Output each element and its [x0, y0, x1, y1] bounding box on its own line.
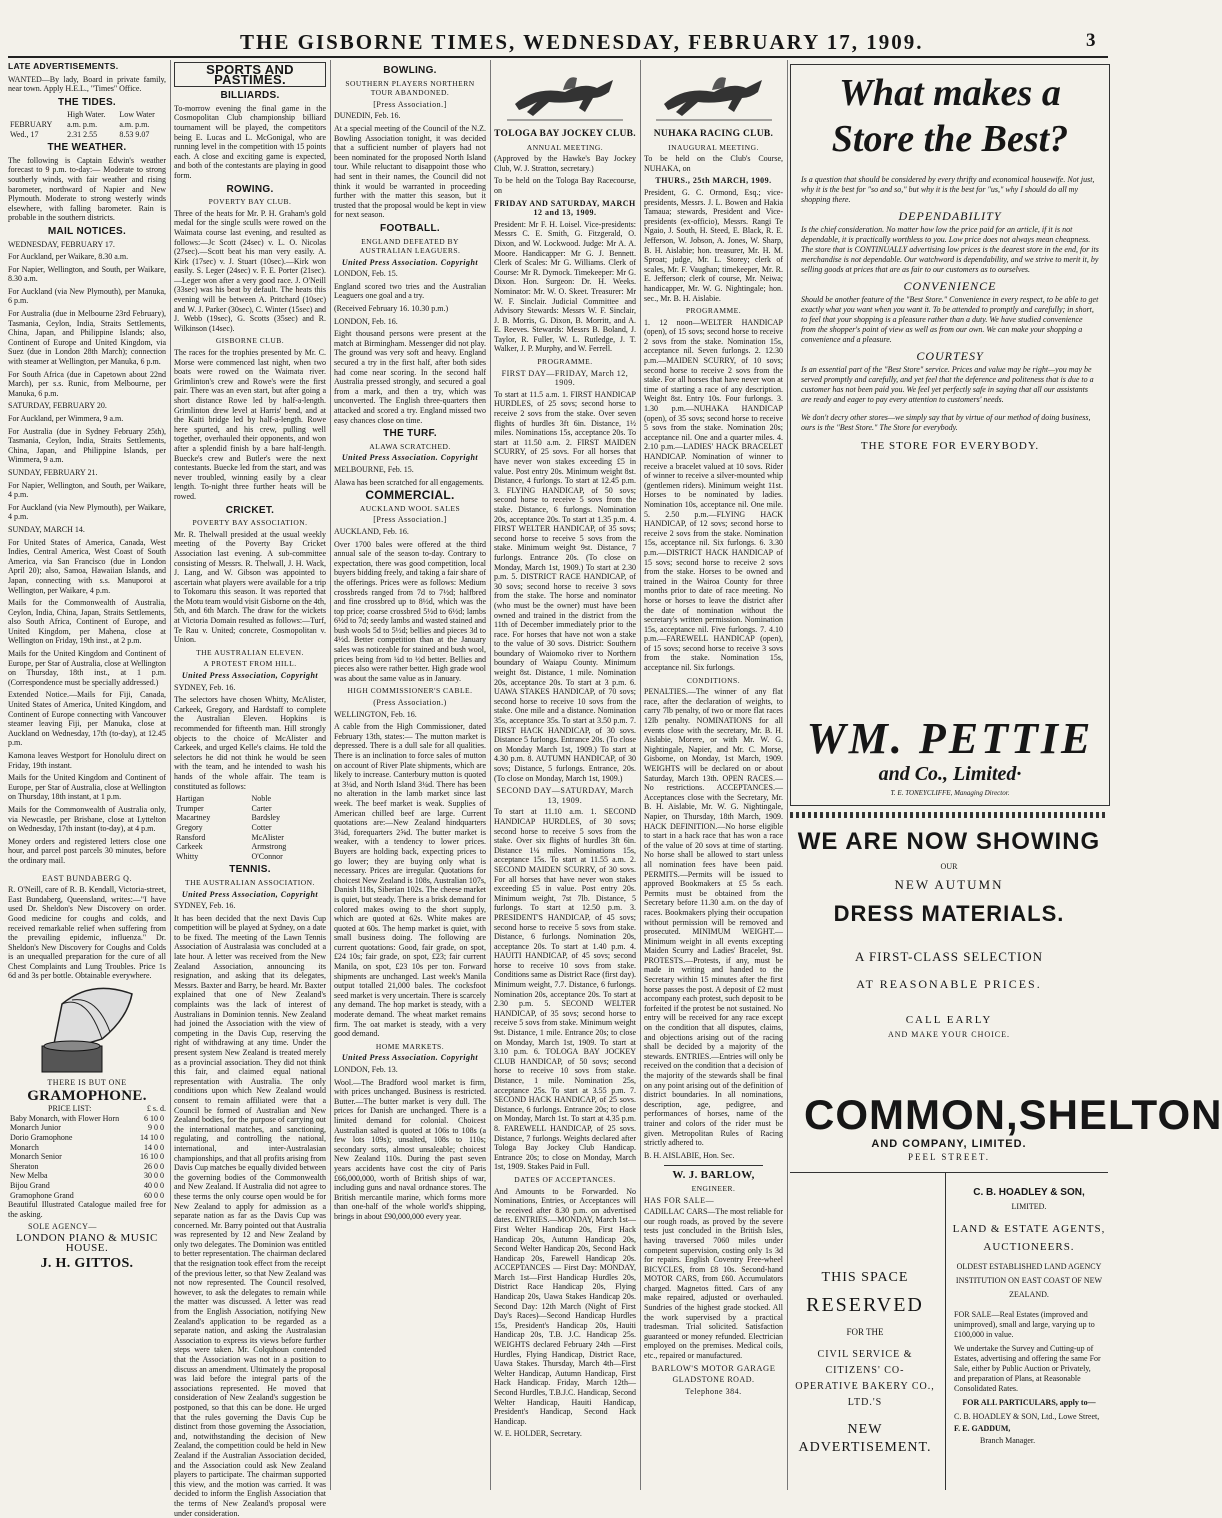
pettie-decry: We don't decry other stores—we simply say that by virtue of our method of doing business, ours is the "Best Store." The Store for everybody.	[801, 413, 1091, 432]
price-list-label: PRICE LIST:	[48, 1104, 92, 1114]
tologa-officers: President: Mr F. H. Loisel. Vice-presidents: Messrs C. E. Smith, G. Fitzgerald, O. Dixon, and W. Lockwood. Judge: Mr A. A. Moore. Handicapper: Mr G. J. Bennett. Clerk of Scales: Mr G. Williams. Clerk of Course: Mr R. Dymock. Timekeeper: Mr G. Dixon. Hon. Surgeon: Dr. H. Weeks. Nominator: Mr. W. O. Skeet. Treasurer: Mr W. F. Sinclair. Judicial Committee and Advisory Stewards: Messrs W. F. Sinclair, J. B. Morris, G. Dixon, B. Morritt, and A. E. Reeves. Stewards: Messrs B. Boland, J. Taylor, R. Fuller, W. L. Rutledge, J. T. Walker, J. P. Murphy, and W. Ferrell.	[494, 219, 636, 354]
wool-text: Over 1700 bales were offered at the third annual sale of the season to-day. Contrary to expectation, there was good competition, local buyers bidding freely, and taking a fair share of the offerings. Prices were as follows: Medium crossbreds ranged from 7d to 7½d; halfbred and fine crossbred up to 8½d, which was the top price; coarse crossbred 5½d to 6½d; lambs 6½d to 7d; seedy lambs and wasted stained and bush wools 5d to 5½d; bellies and pieces 3d to 4½d. Better competition than at the January sales was noticeable for stained and bush wool, prices being from ¼d to ½d better. Bellies and pieces also were rather better. High grade wool was about the same value as in January.	[334, 539, 486, 683]
price-row	[8, 1191, 166, 1201]
acceptances-heading: DATES OF ACCEPTANCES.	[514, 1174, 616, 1184]
pettie-advertisement	[790, 64, 1110, 806]
common-shelton-name	[790, 1091, 1222, 1138]
weather-heading: THE WEATHER.	[47, 142, 127, 154]
dateline: LONDON, Feb. 13.	[334, 1065, 398, 1074]
football-subheading: ENGLAND DEFEATED BY AUSTRALIAN LEAGUERS.	[359, 236, 461, 256]
price-item: Monarch	[10, 1142, 39, 1152]
price-item: Dorio Gramophone	[10, 1133, 73, 1143]
convenience-heading: CONVENIENCE	[903, 279, 997, 293]
mail-notices-heading: MAIL NOTICES.	[47, 225, 127, 237]
courtesy-text: Is an essential part of the "Best Store" service. Prices and value may be right—you may be served promptly and carefully, and yet feel that the deference and politeness that is due to a customer has not been paid you. We feel yet perfectly safe in saying that all our assistants are ready and eager to pay every attention to customers' needs.	[801, 365, 1094, 404]
mail-notice: For Australia (due in Melbourne 23rd February), Tasmania, Ceylon, India, Straits Settlements, China, Japan, and Philippine Islands; also, Continent of Europe and United Kingdom, via Suez (due in London 28th March); connection with steamer at Wellington, per Manuka, 6 p.m.	[8, 309, 166, 367]
nuhaka-title: NUHAKA RACING CLUB.	[653, 129, 774, 139]
mail-notice: For South Africa (due in Capetown about 22nd March), per s.s. Runic, from Melbourne, per Manuka, 6 p.m.	[8, 369, 166, 398]
price-row	[8, 1171, 166, 1181]
racehorse-illustration	[505, 64, 625, 126]
press-credit: United Press Association, Copyright	[181, 671, 319, 681]
masthead	[0, 0, 1114, 56]
price-row	[8, 1162, 166, 1172]
team-row	[174, 794, 326, 804]
column-4	[494, 62, 636, 1490]
press-credit: [Press Association.]	[373, 515, 447, 525]
late-ads-heading: LATE ADVERTISEMENTS.	[8, 61, 119, 71]
tide-cell: a.m. p.m.	[67, 119, 98, 129]
tide-cell: a.m. p.m.	[119, 119, 150, 129]
masthead-rule	[8, 56, 1108, 58]
gramophone-title: GRAMOPHONE.	[27, 1087, 147, 1104]
acceptances-text: And Amounts to be Forwarded. No Nominations, Entries, or Acceptances will be received after 8.30 p.m. on advertised dates. ENTRIES.—MONDAY, March 1st—First Welter Handicap 20s, First Hack Handicap 20s, Autumn Handicap 20s, Second Welter Handicap 20s, Second Hack Handicap 20s, Farewell Handicap 20s. ACCEPTANCES — First Day: MONDAY, March 1st—First Handicap Hurdles 20s, District Race Handicap 20s, Flying Handicap 20s, Uawa Stakes Handicap 20s. Second Day: 12th March (Night of First Day's Races)—Second Handicap Hurdles 15s, President's Handicap 20s, Hauiti Handicap 20s, T.B. J.C. Handicap 25s. WEIGHTS declared February 24th —First Hurdles, Flying Handicap, District Race, Uawa Stakes. Thursday, March 4th—First Welter Handicap, Autumn Handicap, First Hack Handicap. Friday, March 12th—Second Hurdles, T.B.J.C. Handicap, Second Welter Handicap, Hauiti Handicap, President's Handicap, Second Hack Handicap.	[494, 1186, 636, 1426]
pettie-manager: T. E. TONEYCLIFFE, Managing Director.	[890, 789, 1010, 797]
sports-heading: SPORTS AND PASTIMES.	[174, 62, 326, 87]
tides-table	[8, 110, 166, 139]
barlow-for-sale: HAS FOR SALE—	[644, 1195, 715, 1205]
player: Whitty	[176, 851, 199, 861]
received-note: (Received February 16. 10.30 p.m.)	[334, 304, 449, 314]
player: Cotter	[251, 822, 272, 832]
garage-address: GLADSTONE ROAD.	[672, 1375, 755, 1385]
column-rule	[640, 60, 641, 1490]
price-row	[8, 1133, 166, 1143]
mail-notice: For Auckland (via New Plymouth), per Waikare, 4 p.m.	[8, 502, 166, 522]
team-row	[174, 852, 326, 862]
shelton-address: PEEL STREET.	[908, 1152, 990, 1162]
eleven-heading: THE AUSTRALIAN ELEVEN.	[196, 647, 304, 657]
home-markets-heading: HOME MARKETS.	[375, 1041, 445, 1051]
mail-notice: For Auckland, per Waikare, 8.30 a.m.	[8, 252, 129, 262]
column-rule	[490, 60, 491, 1490]
player: Bardsley	[251, 813, 280, 823]
eleven-text: The selectors have chosen Whitty, McAlister, Carkeek, Gregory, and Hardstaff to complete the Australian Eleven. Hopkins is recommended for fifteenth man. Hill strongly objects to the choice of McAlister and Carkeek, and urged Kelle's claims. He told the selectors he did not think he would be seen with the team, and he intended to wash his hands of the whole affair. The team is constituted as follows:	[174, 695, 326, 791]
eleven-subheading: A PROTEST FROM HILL.	[203, 659, 297, 669]
tennis-text: It has been decided that the next Davis Cup competition will be played at Sydney, on a date to be fixed. The meeting of the Lawn Tennis Association of Australasia was concluded at a late hour. A letter was received from the New Zealand Association, announcing its resignation, and asking that its delegates, Messrs. Baxter and Barry, be heard. Mr. Baxter explained that one of New Zealand's complaints was the lack of interest of Australians in Dominion tennis. New Zealand had joined the Association with the view of competing in the Davis Cup, reserving the right of withdrawing at any time. Under the present system New Zealand is treated merely as a provincial association. They did not think this fair, and claimed equal national representation with Australia. The only conditions upon which New Zealand would consent to remain affiliated were that a Council be formed of Australian and New Zealand bodies, for the purpose of carrying out the international matches, and sanctioning, regulating, and controlling the national, international, and inter-Australasian championships, and that all profits arising from Davis Cup matches be equally divided between the governing bodies of the Commonwealth and New Zealand. If Australia did not agree to these terms the only course open would be for New Zealand to apply for admission as a separate nation as far as the Davis Cup was concerned. Mr. Barry pointed out that Australia was represented by 12 and New Zealand by only two delegates. The Dominion was entitled to better representation. The chairman declared that the resignation took effect from the receipt of the previous letter, so that New Zealand was not now represented. The Council resolved, however, to ask the delegates to remain while the matter was discussed. A letter was read from the English Association, notifying New Zealand's application to be regarded as a separate nation, and asking the Australasian Association to express its views before further steps were taken. Mr. Colquhoun contended that the Association was not in a position to discuss an amendment. Ultimately the proposal was laid before the integral parts of the associations represented. He moved that consideration of New Zealand's suggestion be postponed, so that this can be done. He urged that the rules governing the Davis Cup be distinct from those governing the Association, and, notwithstanding the decision of New Zealand, the competition could be held in New Zealand if the Australian Association decided, and the Association could ask New Zealand players to participate. The chairman supported this view, and the motion was carried. It was decided to inform the English Association that the terms of New Zealand's proposal were under consideration.	[174, 913, 326, 1518]
divider	[664, 1165, 763, 1166]
hoadley-survey: We undertake the Survey and Cutting-up of Estates, advertising and offering the same For Sale, either by Public Auction or Privately, and preparation of Plans, at Reasonable Consolidated Rates.	[954, 1344, 1101, 1393]
mail-notice: For Napier, Wellington, and South, per Waikare, 4 p.m.	[8, 480, 166, 500]
piano-house: LONDON PIANO & MUSIC HOUSE.	[16, 1231, 158, 1254]
pettie-headline-1: What makes a	[839, 72, 1061, 114]
newspaper-title: THE GISBORNE TIMES, WEDNESDAY, FEBRUARY 17, 1909.	[240, 30, 924, 54]
divider	[945, 1172, 946, 1490]
cable-text: A cable from the High Commissioner, dated February 13th, states:— The mutton market is depressed. There is a dull sale for all qualities. There is an inclination to force sales of mutton on account of River Plate shipments, which are likely to increase. Canterbury mutton is quoted at 3¼d, and North Island 3¼d. There has been no alteration in the lamb market since last week. The beef market is weak. Supplies of American chilled beef are large. Current quotations are:—New Zealand hindquarters 3¼d, forequarters 2⅝d. The butter market is weaker, with a tendency to lower prices. Buyers are holding back, expecting prices to go lower; they are buying only what is necessary. Prices are irregular. Quotations for choicest New Zealand is 108s, Australian 107s, Danish 118s, Siberian 102s. The cheese market is quiet, but steady. There is a brisk demand for colored makes owing to the short supply, which are quoted at 62s. White makes are quoted at 60s. The hemp market is quiet, with small business doing. The following are current quotations: Good, fair grade, on spot, £24 10s; fair grade, on spot, £23; fair current Manila, on spot, £23 10s per ton. Forward shipments are unchanged. Last week's Manila output totalled 21,000 bales. The cocksfoot seed market is very uncertain. There is scarcely any demand. The hop market is steady, with a moderate demand. The wheat market remains firm. The oat market is steady, with a very good demand.	[334, 722, 486, 1039]
dateline: LONDON, Feb. 15.	[334, 269, 398, 279]
price-item: Monarch Senior	[10, 1152, 62, 1162]
gramophone-line: THERE IS BUT ONE	[47, 1078, 127, 1088]
price-value: 6 10 0	[144, 1113, 164, 1123]
hoadley-name: C. B. HOADLEY & SON,	[973, 1187, 1085, 1198]
press-credit: United Press Association. Copyright	[341, 453, 479, 463]
billiards-text: To-morrow evening the final game in the Cosmopolitan Club championship billiard tournament will be played, the competitors being E. Lucas and L. McGonigal, who are running level in the competition with 15 points each. A close and exciting game is expected, and both of the contestants are playing in good form.	[174, 103, 326, 180]
reserved-line-1: THIS SPACE	[821, 1270, 909, 1285]
mail-notice: Extended Notice.—Mails for Fiji, Canada, United States of America, United Kingdom, and Continent of Europe connecting with Vancouver steamer leaving Fiji, per Manuka, close at Auckland on Wednesday, 17th (to-day), at 12.45 p.m.	[8, 690, 166, 748]
home-markets-text: Wool.—The Bradford wool market is firm, with prices unchanged. Business is restricted. Butter.—The butter market is very dull. The prices for Danish are unchanged. There is a limited demand for colonial. Choicest Australian salted is quoted at 106s to 108s (a few lots 109s); unsalted, 108s to 110s; secondary sorts, almost unsaleable; choicest New Zealand 110s. During the past seven years accidents have cost the city of Paris £66,000,000, worth of British ships of war, including guns and naval ordnance stores. The British mercantile marine, which forms more than one-half of the whole world's shipping, brings in about £90,000,000 every year.	[334, 1077, 486, 1221]
press-credit: United Press Association, Copyright	[181, 889, 319, 899]
price-value: 14 10 0	[140, 1133, 164, 1143]
press-credit: United Press Association. Copyright	[341, 1053, 479, 1063]
column-2	[174, 62, 326, 1518]
hoadley-gaddum: F. E. GADDUM,	[954, 1424, 1011, 1433]
price-value: 26 0 0	[144, 1161, 164, 1171]
dateline: LONDON, Feb. 16.	[334, 316, 398, 326]
rowing-heading: ROWING.	[226, 183, 274, 195]
hoadley-branch: Branch Manager.	[980, 1436, 1036, 1445]
sole-agency: SOLE AGENCY—	[28, 1222, 97, 1232]
team-row	[174, 804, 326, 814]
bundaberg-text: R. O'Neill, care of R. B. Kendall, Victoria-street, East Bundaberg, Queensland, writes:—"I have used Dr. Sheldon's New Discovery on order. Good medicine for coughs and colds, and received remarkable relief when suffering from the prevailing epidemic, influenza." Dr. Sheldon's New Discovery for Coughs and Colds is an unequalled preparation for the cure of all Chest Complaints and Lung Troubles. Price 1s 6d and 3s per bottle. Obtainable everywhere.	[8, 885, 166, 981]
price-list	[8, 1114, 166, 1200]
gittos-name: J. H. GITTOS.	[40, 1256, 134, 1272]
bowling-text: At a special meeting of the Council of the N.Z. Bowling Association tonight, it was decided that a sufficient number of players had not been nominated for the proposed North Island tour. While reluctant to disappoint those who had sent in their names, the Council did not think it would be warranted in proceeding further with the matter this season, but it trusted that the proposal would be kept in view for next season.	[334, 123, 486, 220]
mail-notice: Mails for the Commonwealth of Australia only, via Newcastle, per Brisbane, close at Lyttelton on Wednesday, 17th instant (to-day), at 4 p.m.	[8, 804, 166, 834]
player: Carter	[251, 803, 272, 813]
turf-heading: THE TURF.	[383, 428, 437, 440]
cricket-subheading: POVERTY BAY ASSOCIATION.	[192, 518, 308, 528]
mail-notice: Mails for the United Kingdom and Continent of Europe, per Star of Australia, close at Wellington on Thursday, 18th inst., at 1 p.m. (Correspondence must be specially addressed.)	[8, 649, 166, 687]
mail-notice: Mails for the Commonwealth of Australia, Ceylon, India, China, Japan, Straits Settlements, also South Africa, Continent of Europe, and United Kingdom, per Mahena, close at Wellington on Friday, 19th inst., at 2 p.m.	[8, 598, 166, 646]
nuhaka-secretary: B. H. AISLABIE, Hon. Sec.	[644, 1150, 735, 1160]
reserved-line-5: NEW ADVERTISEMENT.	[798, 1422, 932, 1455]
programme-heading: PROGRAMME.	[537, 357, 593, 367]
tologa-dates: FRIDAY AND SATURDAY, MARCH 12 and 13, 1909.	[494, 198, 636, 218]
pettie-name: WM. PETTIE	[806, 714, 1094, 763]
bundaberg-heading: EAST BUNDABERG Q.	[42, 873, 132, 883]
barlow-trade: ENGINEER.	[691, 1183, 736, 1193]
price-item: Gramophone Grand	[10, 1190, 74, 1200]
programme-day2: To start at 11.10 a.m. 1. SECOND HANDICAP HURDLES, of 30 sovs; second horse to receive 5 sovs from the stake. Over six flights of hurdles 3ft 6in. Distance 1¼ miles. Nominations 15s, acceptance 15s. To start at 11.55 a.m. 2. SECOND MAIDEN SCURRY, of 30 sovs. For all horses that have never won stakes exceeding £5 in value. Post entry 20s. Minimum weight, 7st 7lb. Distance, 5 furlongs. To start at 12.50 p.m. 3. PRESIDENT'S HANDICAP, of 45 sovs; second horse to receive 5 sovs from stake. Distance, 6 furlongs. Nomination 20s, acceptance 20s. To start at 1.40 p.m. 4. HAUITI HANDICAP, of 45 sovs; second horse to receive 10 sovs from stake. Conditions same as District Race (first day). Minimum weight, 7.7. Distance, 6 furlongs. Nomination 20s, acceptance 20s. To start at 2.30 p.m. 5. SECOND WELTER HANDICAP, of 35 sovs; second horse to receive 5 sovs from stake. Minimum weight 9st. Distance, 1 mile. Entrance 20s; to close on Monday, March 1st, 1909. To start at 3.10 p.m. 6. TOLOGA BAY JOCKEY CLUB HANDICAP, of 50 sovs; second horse to receive 10 sovs from stake. Distance, 1 mile. Nomination 25s, acceptance 25s. To start at 3.55 p.m. 7. SECOND HACK HANDICAP, of 25 sovs. Distance, 6 furlongs. Entrance 20s; to close on Monday, March 1st. To start at 4.35 p.m. 8. FAREWELL HANDICAP, of 25 sovs. Distance, 7 furlongs. Weights declared after Tologa Bay Jockey Club Handicap. Entrance 20s; to close on Monday, March 1st, 1909. Stakes Paid in Full.	[494, 807, 636, 1172]
press-credit: (Press Association.)	[373, 698, 447, 708]
programme-heading: PROGRAMME.	[685, 306, 742, 316]
mail-notices	[8, 240, 166, 866]
nuhaka-officers: President, G. C. Ormond, Esq.; vice-presidents, Messrs. J. L. Bowen and Hakia Tamaua; stewards, President and Vice-presidents (ex-officio), Messrs. Rangi Te Ngaio, J. South, H. Steed, E. Black, R. E. Jefferson, W. Jobson, A. Jones, W. Sharp, B. H. Aislabie; hon. treasurer, Mr. H. M. Sproat; judge, Mr. L. Storey; clerk of scales, Mr. F. Vaughan; timekeeper, Mr. R. E. Jefferson; clerk of course, Mr. Neiwa; handicapper, Mr. W. G. Nightingale; hon. sec., Mr. B. H. Aislabie.	[644, 187, 783, 303]
price-row	[8, 1123, 166, 1133]
player: Armstrong	[251, 842, 287, 852]
turf-subheading: ALAWA SCRATCHED.	[369, 441, 451, 451]
price-value: 40 0 0	[144, 1181, 164, 1190]
nuhaka-subtitle: INAUGURAL MEETING.	[668, 142, 759, 152]
convenience-text: Should be another feature of the "Best Store." Convenience in every respect, to be able to get exactly what you want when you want it. To be attended to promptly and carefully; in short, to feel that your shopping is a pleasure rather than a duty. We have studied convenience from the shopper's point of view as well as from our own. We can make your shopping a convenience and a pleasure.	[801, 295, 1099, 344]
reserved-line-2: RESERVED	[806, 1294, 924, 1316]
player: O'Connor	[251, 851, 283, 861]
price-item: Bijou Grand	[10, 1181, 50, 1190]
nuhaka-held: To be held on the Club's Course, NUHAKA, on	[644, 154, 783, 173]
team-row	[174, 823, 326, 833]
courtesy-heading: COURTESY	[916, 349, 984, 363]
rowing-text: Three of the heats for Mr. P. H. Graham's gold medal for the single sculls were rowed on the Waimata course last evening, and resulted as follows:—Jc Scott (24sec) v. L. O. Nicolas (27sec).—Scott beat his man very easily. A. Kirk (17sec) v. J. Stuart (10sec).—Kirk won easily. S. Leger (24sec) v. F. E. Porter (21sec).—Leger won after a very good race. J. O'Neill (33sec) was his beat by default. The heats this evening will be between A. Pritchard (10sec) and W. J. Parker (30sec), C. Winter (15sec) and J. Webb (19sec), G. Scotts (35sec) and R. Wilkinson (14sec).	[174, 208, 326, 333]
football-text: Eight thousand persons were present at the match at Birmingham. Messenger did not play. The ground was very soft and heavy. England secured a try in the first half, after both sides had come near scoring. In the second half Australia pressed strongly, and secured a goal from a mark, and then a try, which was unconverted. The English three-quarters then attacked and scored a try. England missed two easy chances close on time.	[334, 329, 486, 425]
price-currency-header: £ s. d.	[146, 1104, 166, 1114]
tologa-title: TOLOGA BAY JOCKEY CLUB.	[494, 129, 636, 139]
team-row	[174, 833, 326, 843]
column-3	[334, 62, 486, 1490]
dateline: SYDNEY, Feb. 16.	[174, 682, 236, 692]
hoadley-limited: LIMITED.	[1011, 1202, 1047, 1211]
tide-cell: Wed., 17	[10, 129, 39, 139]
mail-notice: Money orders and registered letters close one hour, and parcel post parcels 30 minutes, before the ordinary mail.	[8, 836, 166, 865]
price-row	[8, 1143, 166, 1153]
cricket-text: Mr. R. Thelwall presided at the usual weekly meeting of the Poverty Bay Cricket Association last evening. A sub-committee consisting of Messrs. R. Thelwall, J. H. Wack, J. Lang, and W. Gibson was appointed to ascertain what players were available for a trip to Tokomaru this season. It was reported that the Motu team would visit Gisborne on the 4th, 5th, and 6th March. The draw for the wickets at Victoria Domain resulted as follows:—Turf, Te Rau v. United; concrete, Cosmopolitan v. Union.	[174, 529, 326, 645]
gisborne-club-subheading: GISBORNE CLUB.	[215, 336, 285, 346]
price-value: 14 0 0	[144, 1142, 164, 1152]
mail-notice: For Auckland, per Wimmera, 9 a.m.	[8, 414, 124, 423]
gramophone-illustration	[32, 984, 142, 1076]
mail-notice: WEDNESDAY, FEBRUARY 17.	[8, 239, 115, 249]
tennis-subheading: THE AUSTRALIAN ASSOCIATION.	[185, 877, 315, 887]
commercial-heading: COMMERCIAL.	[365, 488, 455, 503]
make-your-choice: AND MAKE YOUR CHOICE.	[887, 1030, 1011, 1039]
rowing-subheading: POVERTY BAY CLUB.	[208, 197, 292, 207]
call-early: CALL EARLY	[905, 1014, 993, 1026]
dateline: DUNEDIN, Feb. 16.	[334, 111, 401, 121]
common-shelton-name-block	[790, 1091, 1222, 1164]
cable-heading: HIGH COMMISSIONER'S CABLE.	[347, 686, 473, 696]
conditions-heading: CONDITIONS.	[686, 675, 741, 685]
player: Noble	[251, 794, 272, 804]
mail-notice: For Auckland (via New Plymouth), per Manuka, 6 p.m.	[8, 286, 166, 306]
dateline: MELBOURNE, Feb. 15.	[334, 464, 414, 474]
tide-cell: 8.53 9.07	[119, 129, 150, 139]
tologa-held: To be held on the Tologa Bay Racecourse, on	[494, 176, 636, 195]
pettie-intro: Is a question that should be considered by every thrifty and economical housewife. Not just, why it is the best for "so and so," but why it is the best for "us," why I should do all my shopping there.	[801, 175, 1095, 204]
barlow-text: CADILLAC CARS—The most reliable for our rough roads, as proved by the severe tests just concluded in the British Isles, having traversed 7060 miles under competent supervision, costing only 1s 3d for repairs. English Coventry Free-wheel BICYCLES, from £8 10s. Second-hand MOTOR CARS, from £60. Accumulators charged. Magnetos fitted. Cars of any make repaired, adjusted or overhauled. Sundries of the highest grade stocked. All the work supervised by a practical tradesman. Trial solicited. Satisfaction guaranteed or money refunded. Electrician employed on the premises. Medical coils, etc., repaired or manufactured.	[644, 1207, 783, 1361]
tides-heading: THE TIDES.	[57, 96, 116, 108]
player: Hartigan	[176, 794, 204, 804]
price-item: New Melba	[10, 1171, 48, 1181]
cricket-heading: CRICKET.	[225, 504, 275, 516]
price-value: 60 0 0	[144, 1190, 164, 1200]
column-rule	[170, 60, 171, 1490]
bowling-heading: BOWLING.	[383, 65, 437, 76]
price-row	[8, 1152, 166, 1162]
tologa-approved: (Approved by the Hawke's Bay Jockey Club, W. J. Stratton, secretary.)	[494, 154, 636, 173]
dependability-text: Is the chief consideration. No matter how low the price paid for an article, if it is not dependable, it is practically worthless to you. Low price does not always mean cheapness. The store that is CONTINUALLY advertising low prices is the dearest store in the end, for its merchandise is not dependable. Our watchword is dependability, and we strive to merit it, by selling goods at prices that are as fair to our customers as to ourselves.	[801, 225, 1099, 274]
nuhaka-conditions: PENALTIES.—The winner of any flat race, after the declaration of weights, to carry 7lb penalty, of two or more flat races 12lb penalty. NOMINATIONS for all events close with the secretary, Mr. B. H. Aislabie, Morere, or with Mr. W. G. Nightingale, Napier, and Mr. C. Morse, Gisborne, on Monday, 1st March, 1909. WEIGHTS will be declared on or about Saturday, March 13th. OPEN RACES.—No restrictions. ACCEPTANCES.—Acceptances close with the Secretary, Mr. B. H. Aislabie, Mr. W. G. Nightingale, Napier, on Thursday, 18th March, 1909. HACK DEFINITION.—No horse eligible to start in a hack race that has won a race of the value of 20 sovs at time of starting. No horse shall be allowed to start unless all nomination fees have been paid. PERMITS.—Permits will be issued to approved Bookmakers at £5 5s each. Permits must be obtained from the Secretary before 11.30 a.m. on the day of races. Bookmakers plying their occupation without permission will be removed and prosecuted. MINIMUM WEIGHT.—Minimum weight in all events excepting Maiden Scurry and Ladies' Bracelet, 9st. PROTESTS.—Protests, if any, must be made in writing and handed to the Secretary within 15 minutes after the first horse passes the post. A deposit of £2 must accompany each protest, such deposit to be forfeited if the protest be not sustained. No entry will be received for any race except on the condition that all disputes, claims, and objections arising out of the racing shall be decided by a majority of the stewards. ENTRIES.—Entries will only be received on the condition that a decision of the majority of the stewards shall be final on any point arising out of the definition of district boundaries. In all nominations, description, age, pedigree, and performances of horses, name of the trainer and colors of the rider must be given. Metropolitan Rules of Racing strictly adhered to.	[644, 687, 783, 1148]
racehorse-illustration	[654, 64, 774, 126]
weather-forecast: The following is Captain Edwin's weather forecast to 9 p.m. to-day:— Moderate to strong southerly winds, with fair weather and rising barometer, northward of Napier and New Plymouth. Moderate to strong westerly winds elsewhere, with falling barometer. Rain is probable in the southern districts.	[8, 155, 166, 223]
player: McAlister	[251, 832, 284, 842]
wanted-ad: WANTED—By lady, Board in private family, near town. Apply H.E.L., "Times" Office.	[8, 74, 166, 94]
bowling-subheading: SOUTHERN PLAYERS NORTHERN TOUR ABANDONED.	[345, 78, 475, 98]
player: Ransford	[176, 832, 206, 842]
price-item: Baby Monarch, with Flower Horn	[10, 1113, 120, 1123]
price-item: Monarch Junior	[10, 1123, 61, 1133]
day-heading: SECOND DAY—SATURDAY, March 13, 1909.	[496, 786, 634, 805]
shelton-word: SHELTON	[1018, 1091, 1222, 1138]
dress-materials: DRESS MATERIALS.	[833, 901, 1065, 926]
hoadley-apply: C. B. HOADLEY & SON, Ltd., Lowe Street,	[954, 1412, 1100, 1421]
price-value: 30 0 0	[144, 1171, 164, 1181]
column-5	[644, 62, 783, 1490]
team-row	[174, 813, 326, 823]
dateline: SYDNEY, Feb. 16.	[174, 901, 236, 911]
dependability-heading: DEPENDABILITY	[898, 209, 1002, 223]
press-credit: [Press Association.]	[373, 99, 447, 109]
price-row	[8, 1181, 166, 1191]
price-value: 16 10 0	[140, 1152, 164, 1162]
football-text: England scored two tries and the Australian Leaguers one goal and a try.	[334, 281, 486, 301]
programme-day1: To start at 11.5 a.m. 1. FIRST HANDICAP HURDLES, of 25 sovs; second horse to receive 2 sovs from the stake. Over seven flights of hurdles 3ft 6in. Distance, 1½ miles. Nominations 15s, acceptance 20s. To start at 11.50 a.m. 2. FIRST MAIDEN SCURRY, of 25 sovs. For all horses that have never won stakes exceeding £5 in value. Post entry 20s. Minimum weight 8st. Distance, 4 furlongs. To start at 12.45 p.m. 3. FLYING HANDICAP, of 50 sovs; second horse to receive 5 sovs from the stake. Distance, 6 furlongs. Nomination 20s, acceptance 20s. To start at 1.35 p.m. 4. FIRST WELTER HANDICAP, of 35 sovs; second horse to receive 5 sovs from the stake. Minimum weight 9st. Distance, 7 furlongs. Entrance 20s. (To close on Monday, March 1st, 1909.) To start at 2.30 p.m. 5. DISTRICT RACE HANDICAP, of 30 sovs; second horse to receive 3 sovs from the stake. The horse and nominator (who must be the owner) must have been owned and trained in the district from the 11th of December immediately prior to the race. For horses that have not won a stake to the value of 30 sovs. District: Southern boundary of Waiomoko river to Northern boundary of Waiapu County. Minimum weight 8st. Distance, 1 mile. Nomination 20s, acceptance 20s. To start at 3 p.m. 6. UAWA STAKES HANDICAP, of 70 sovs; second horse to receive 10 sovs from the stake. One mile and a distance. Nomination 35s, acceptance 35s. To start at 3.50 p.m. 7. FIRST HACK HANDICAP, of 30 sovs. Distance 5 furlongs. Entrance 20s. (To close on Monday March 1st, 1909.) To start at 4.30 p.m. 8. AUTUMN HANDICAP, of 30 sovs; Distance, 5 furlongs. Entrance, 20s. (To close on Monday, March 1st, 1909.)	[494, 389, 636, 783]
tide-cell: 2.31 2.55	[67, 129, 98, 139]
hoadley-oldest: OLDEST ESTABLISHED LAND AGENCY INSTITUTION ON EAST COAST OF NEW ZEALAND.	[955, 1262, 1103, 1299]
new-autumn: NEW AUTUMN	[894, 877, 1004, 892]
reasonable-prices: AT REASONABLE PRICES.	[856, 977, 1042, 991]
nuhaka-date: THURS., 25th MARCH, 1909.	[655, 176, 772, 186]
mail-notice: SUNDAY, MARCH 14.	[8, 524, 85, 534]
tologa-secretary: W. E. HOLDER, Secretary.	[494, 1429, 582, 1439]
pettie-body	[801, 175, 1099, 735]
column-rule	[787, 60, 788, 1490]
tide-cell	[8, 110, 65, 120]
tide-cell: FEBRUARY	[10, 119, 53, 129]
pettie-company: and Co., Limited·	[878, 763, 1022, 785]
player: Trumper	[176, 803, 204, 813]
mail-notice: SATURDAY, FEBRUARY 20.	[8, 401, 107, 411]
nuhaka-programme: 1. 12 noon—WELTER HANDICAP (open), of 15 sovs; second horse to receive 2 sovs from the stake. Nomination 15s, acceptance nil. Seven furlongs. 2. 12.30 p.m.—MAIDEN SCURRY, of 10 sovs; second horse to receive 2 sovs from the stake. For all horses that have never won at time of starting a race of any description. Weight 8st. Entry 10s. Four furlongs. 3. 1.30 p.m.—NUHAKA HANDICAP (open), of 35 sovs; second horse to receive 5 sovs from the stake. Nomination 20s; acceptance nil. One and a quarter miles. 4. 2.10 p.m.—LADIES' HACK BRACELET HANDICAP. Nomination of winner to receive a bracelet valued at 10 sovs. Rider of winner to receive a silver-mounted whip (gentlemen riders). Minimum weight 11st. Horses to be nominated by ladies. Nomination 10s, acceptance nil. One mile. 5. 2.50 p.m.—FLYING HACK HANDICAP, of 12 sovs; second horse to receive 2 sovs from the stake. Nomination 15s, acceptance nil. Six furlongs. 6. 3.30 p.m.—DISTRICT HACK HANDICAP of 15 sovs; second horse to receive 2 sovs from the stake. Horses to be owned and trained in the Wairoa County for three months prior to date of race meeting. No horse or horses to leave the district after the date of nomination without the secretary's written permission. Nomination 15s, acceptance nil. Five furlongs. 7. 4.10 p.m.—FAREWELL HANDICAP (open), of 15 sovs; second horse to receive 3 sovs from the stake. Nomination 15s, acceptance nil. Six furlongs.	[644, 317, 783, 673]
price-list-header	[8, 1104, 166, 1114]
team-row	[174, 842, 326, 852]
garage-name: BARLOW'S MOTOR GARAGE	[651, 1362, 776, 1373]
player: Gregory	[176, 822, 203, 832]
store-for-everybody: THE STORE FOR EVERYBODY.	[860, 440, 1040, 452]
tennis-heading: TENNIS.	[229, 864, 271, 876]
garage-telephone: Telephone 384.	[685, 1386, 742, 1396]
decorative-border	[790, 812, 1108, 818]
hoadley-auctioneers: AUCTIONEERS.	[983, 1241, 1075, 1253]
divider	[790, 1172, 1108, 1173]
barlow-name: W. J. BARLOW,	[672, 1169, 755, 1182]
catalogue-note: Beautiful Illustrated Catalogue mailed free for the asking.	[8, 1200, 166, 1219]
price-value: 9 0 0	[148, 1123, 164, 1133]
pettie-headline-2: Store the Best?	[831, 118, 1069, 160]
price-row	[8, 1114, 166, 1124]
tide-cell: High Water.	[67, 110, 106, 120]
price-item: Sheraton	[10, 1161, 39, 1171]
page-number: 3	[1086, 30, 1096, 51]
player: Macartney	[176, 813, 211, 823]
hoadley-agents: LAND & ESTATE AGENTS,	[952, 1223, 1106, 1235]
first-class-selection: A FIRST-CLASS SELECTION	[855, 949, 1043, 964]
tide-cell: Low Water	[119, 110, 155, 120]
hoadley-advertisement	[950, 1178, 1108, 1488]
showing-headline: WE ARE NOW SHOWING	[797, 828, 1101, 855]
player: Carkeek	[176, 842, 203, 852]
showing-our: OUR	[940, 862, 958, 871]
reserved-space-advertisement	[790, 1180, 940, 1485]
common-shelton-advertisement	[790, 822, 1108, 1084]
common-word: COMMON,	[804, 1091, 1019, 1138]
team-list	[174, 794, 326, 861]
gisborne-club-text: The races for the trophies presented by Mr. C. Morse were commenced last night, when two boats were rowed on the Waimata river. Grimlinton's crew and Rowe's were the first pair. There was an even start, but after going a short distance Rowe led by half-a-length. Grimlinton drew level at Harris' bend, and at the Kaiti bridge led by half-a-length. Rowe here spurted, and his crew, pulling well together, overhauled their opponents, and won after a splendid finish by a bare half-length. Buecke's crew and Butler's were the next contestants. Buecke led from the start, and was never troubled, winning easily by a clear length. To-night three further heats will be rowed.	[174, 348, 326, 501]
football-heading: FOOTBALL.	[380, 222, 440, 234]
reserved-line-4: CIVIL SERVICE & CITIZENS' CO-OPERATIVE BAKERY CO., LTD.'S	[795, 1349, 935, 1408]
day-heading: FIRST DAY—FRIDAY, March 12, 1909.	[501, 368, 629, 388]
dateline: AUCKLAND, Feb. 16.	[334, 526, 409, 536]
column-1	[8, 62, 166, 1490]
shelton-company: AND COMPANY, LIMITED.	[871, 1138, 1027, 1150]
mail-notice: For Australia (due in Sydney February 25th), Tasmania, Ceylon, India, Straits Settlements, China, Japan, and Philippine Islands, per Wimmera, 9 a.m.	[8, 426, 166, 465]
mail-notice: Mails for the United Kingdom and Continent of Europe, per Star of Australia, close at Wellington on Thursday, 18th instant, at 1 p.m.	[8, 773, 166, 802]
column-rule	[330, 60, 331, 1490]
mail-notice: Kamona leaves Westport for Honolulu direct on Friday, 19th instant.	[8, 751, 166, 770]
turf-text: Alawa has been scratched for all engagements.	[334, 477, 484, 487]
hoadley-for-sale: FOR SALE—Real Estates (improved and unimproved), small and large, varying up to £100,000 in value.	[954, 1310, 1095, 1339]
mail-notice: SUNDAY, FEBRUARY 21.	[8, 467, 98, 477]
hoadley-particulars: FOR ALL PARTICULARS, apply to—	[962, 1398, 1096, 1407]
mail-notice: For Napier, Wellington, and South, per Waikare, 8.30 a.m.	[8, 264, 166, 284]
dateline: WELLINGTON, Feb. 16.	[334, 709, 417, 719]
wool-subheading: AUCKLAND WOOL SALES	[359, 503, 461, 513]
tologa-subtitle: ANNUAL MEETING.	[526, 142, 604, 152]
reserved-line-3: FOR THE	[846, 1327, 884, 1337]
billiards-heading: BILLIARDS.	[220, 90, 280, 102]
mail-notice: For United States of America, Canada, West Indies, Central America, West Coast of South America, via San Francisco (due in London April 20); also, Samoa, Hawaiian Islands, and Japan, connecting with s.s. Manuporoi at Wellington, per Waikare, 4 p.m.	[8, 537, 166, 595]
press-credit: United Press Association. Copyright	[341, 257, 479, 267]
